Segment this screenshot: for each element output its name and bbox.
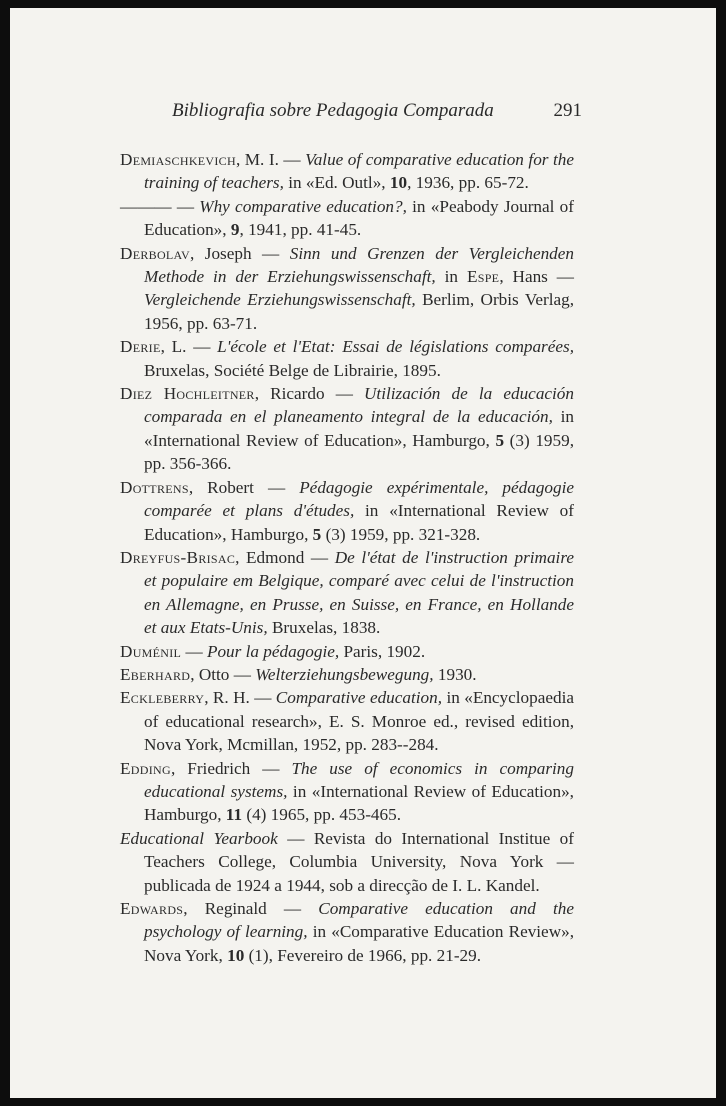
bib-entry: Dreyfus-Brisac, Edmond — De l'état de l'instruction primaire et populaire em Belgique, comparé avec celui de l'instruction en Allemagne, en Prusse, en Suisse, en France, en Hollande et aux Etats-Unis, Bruxelas, 1838. — [120, 547, 574, 638]
page-number: 291 — [553, 100, 582, 121]
bib-entry: Dottrens, Robert — Pédagogie expérimentale, pédagogie comparée et plans d'études, in «International Review of Education», Hamburgo, 5 (3) 1959, pp. 321-328. — [120, 477, 574, 544]
book-page — [10, 8, 716, 1098]
bib-entry: Eberhard, Otto — Welterziehungsbewegung, 1930. — [120, 664, 477, 684]
bib-entry: ——— — Why comparative education?, in «Peabody Journal of Education», 9, 1941, pp. 41-45. — [120, 196, 574, 240]
running-title: Bibliografia sobre Pedagogia Comparada — [172, 100, 494, 121]
bib-entry: Duménil — Pour la pédagogie, Paris, 1902. — [120, 641, 426, 661]
bib-entry: Educational Yearbook — Revista do International Institue of Teachers College, Columbia University, Nova York — publicada de 1924 a 1944, sob a direcção de I. L. Kandel. — [120, 828, 574, 895]
bibliography-list — [120, 148, 574, 967]
bib-entry: Derie, L. — L'école et l'Etat: Essai de législations comparées, Bruxelas, Société Belge de Librairie, 1895. — [120, 337, 574, 380]
bib-entry: Edding, Friedrich — The use of economics in comparing educational systems, in «International Review of Education», Hamburgo, 11 (4) 1965, pp. 453-465. — [120, 758, 574, 825]
bib-entry: Derbolav, Joseph — Sinn und Grenzen der Vergleichenden Methode in der Erziehungswissenschaft, in Espe, Hans — Vergleichende Erziehungswissenschaft, Berlim, Orbis Verlag, 1956, pp. 63-71. — [120, 243, 574, 333]
bib-entry: Edwards, Reginald — Comparative education and the psychology of learning, in «Comparative Education Review», Nova York, 10 (1), Fevereiro de 1966, pp. 21-29. — [120, 899, 574, 965]
bib-entry: Diez Hochleitner, Ricardo — Utilización de la educación comparada en el planeamento integral de la educación, in «International Review of Education», Hamburgo, 5 (3) 1959, pp. 356-366. — [120, 384, 574, 474]
running-head — [172, 100, 582, 122]
bib-entry: Eckleberry, R. H. — Comparative education, in «Encyclopaedia of educational research», E. S. Monroe ed., revised edition, Nova York, Mcmillan, 1952, pp. 283--284. — [120, 688, 574, 755]
bib-entry: Demiaschkevich, M. I. — Value of comparative education for the training of teachers, in «Ed. Outl», 10, 1936, pp. 65-72. — [120, 150, 574, 193]
